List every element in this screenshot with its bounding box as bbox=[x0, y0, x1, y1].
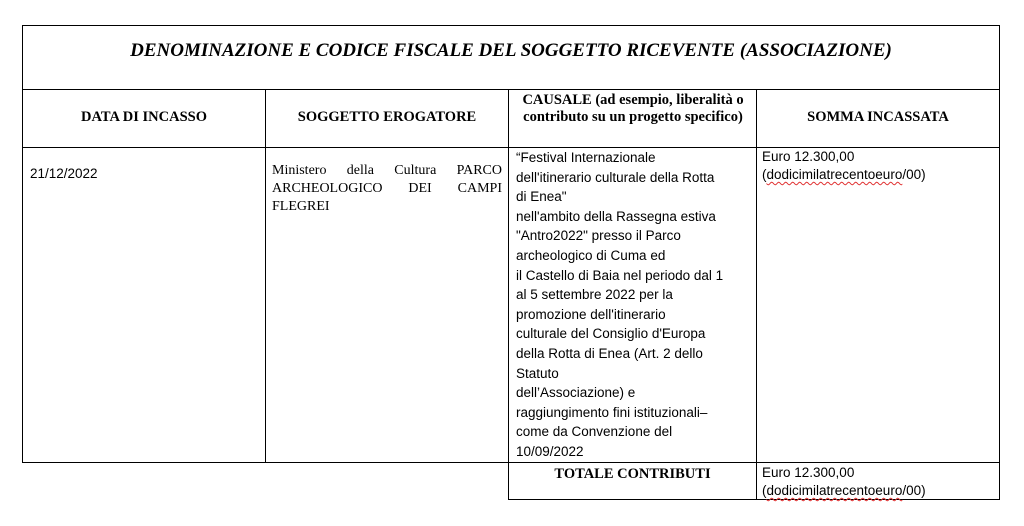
cell-soggetto-erogatore: Ministero della Cultura PARCO ARCHEOLOGICO DEI CAMPI FLEGREI bbox=[272, 163, 502, 214]
causale-line: della Rotta di Enea (Art. 2 dello bbox=[516, 345, 703, 361]
cell-causale bbox=[516, 148, 752, 462]
causale-line: promozione dell'itinerario bbox=[516, 306, 666, 322]
causale-line: “Festival Internazionale bbox=[516, 150, 656, 165]
title-divider bbox=[22, 89, 1000, 90]
somma-amount: Euro 12.300,00 bbox=[762, 149, 855, 164]
column-divider-3 bbox=[756, 89, 757, 500]
causale-line: culturale del Consiglio d'Europa bbox=[516, 326, 706, 342]
causale-line: Statuto bbox=[516, 365, 559, 381]
causale-line: di Enea" bbox=[516, 189, 567, 205]
causale-line: dell’Associazione) e bbox=[516, 385, 636, 401]
header-causale: CAUSALE (ad esempio, liberalità o contributo su un progetto specifico) bbox=[522, 92, 744, 125]
total-amount-cell bbox=[762, 464, 996, 500]
somma-in-words: (dodicimilatrecentoeuro/00) bbox=[762, 167, 926, 182]
causale-line: archeologico di Cuma ed bbox=[516, 247, 666, 263]
causale-line: il Castello di Baia nel periodo dal 1 bbox=[516, 267, 724, 283]
header-soggetto-erogatore: SOGGETTO EROGATORE bbox=[297, 109, 477, 125]
causale-line: 10/09/2022 bbox=[516, 443, 584, 459]
total-in-words: (dodicimilatrecentoeuro/00) bbox=[762, 483, 926, 498]
total-amount: Euro 12.300,00 bbox=[762, 465, 855, 480]
cell-data-incasso: 21/12/2022 bbox=[30, 166, 98, 181]
table-border-right bbox=[999, 25, 1000, 500]
causale-line: "Antro2022" presso il Parco bbox=[516, 228, 681, 244]
table-border-left bbox=[22, 25, 23, 463]
row-divider bbox=[22, 462, 1000, 463]
header-somma-incassata: SOMMA INCASSATA bbox=[807, 109, 949, 125]
causale-line: raggiungimento fini istituzionali– bbox=[516, 404, 708, 420]
document-title: DENOMINAZIONE E CODICE FISCALE DEL SOGGETTO RICEVENTE (ASSOCIAZIONE) bbox=[130, 40, 892, 61]
column-divider-2 bbox=[508, 89, 509, 500]
causale-line: dell'itinerario culturale della Rotta bbox=[516, 169, 715, 185]
causale-line: nell'ambito della Rassegna estiva bbox=[516, 208, 716, 224]
causale-line: al 5 settembre 2022 per la bbox=[516, 287, 673, 303]
column-divider-1 bbox=[265, 89, 266, 463]
causale-line: come da Convenzione del bbox=[516, 424, 673, 440]
table-border-top bbox=[22, 25, 1000, 26]
cell-somma-incassata bbox=[762, 148, 996, 184]
header-data-incasso: DATA DI INCASSO bbox=[81, 109, 207, 125]
total-label: TOTALE CONTRIBUTI bbox=[554, 466, 711, 482]
